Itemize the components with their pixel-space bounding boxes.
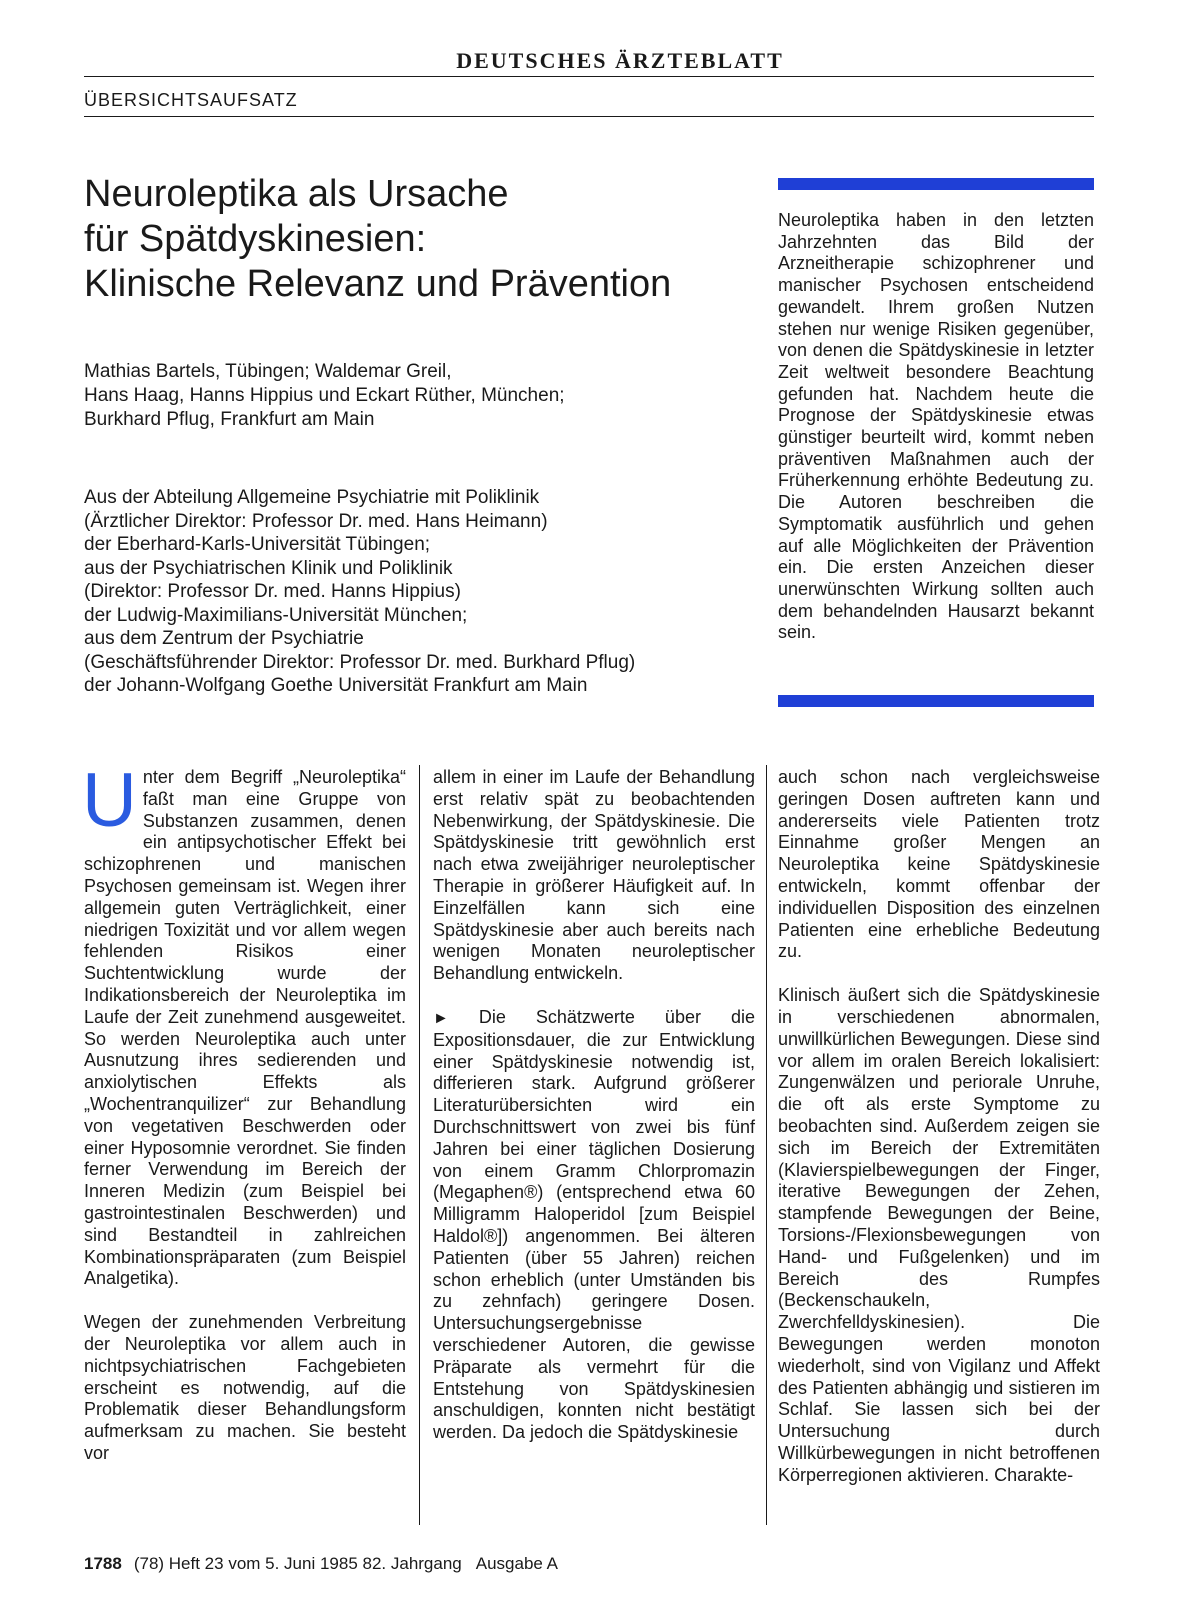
abstract-bottom-bar [778,695,1094,707]
author-list [84,360,744,432]
affiliation-line: der Eberhard-Karls-Universität Tübingen; [84,534,431,555]
author-line: Mathias Bartels, Tübingen; Waldemar Greil, [84,361,452,382]
affiliation-line: (Geschäftsführender Direktor: Professor Dr. med. Burkhard Pflug) [84,651,636,673]
drop-cap: U [82,758,137,843]
affiliation-line: aus dem Zentrum der Psychiatrie [84,628,364,649]
section-label: ÜBERSICHTSAUFSATZ [84,90,298,110]
body-column-3 [778,767,1100,1509]
paragraph [433,1007,755,1444]
edition-info: Ausgabe A [475,1554,559,1573]
author-line: Burkhard Pflug, Frankfurt am Main [84,409,375,430]
title-line: Klinische Relevanz und Prävention [84,263,672,305]
journal-masthead: DEUTSCHES ÄRZTEBLATT [456,48,784,73]
paragraph: Klinisch äußert sich die Spätdyskinesie in verschiedenen abnormalen, unwillkürlichen Bewegungen. Diese sind vor allem im oralen Bereich lokalisiert: Zungenwälzen und periorale Unruhe, die oft als erste Symptome zu beobachten sind. Außerdem zeigen sie sich im Bereich der Extremitäten (Klavierspielbewegungen der Finger, iterative Bewegungen der Zehen, stampfende Bewegungen der Beine, Torsions-/Flexionsbewegungen von Hand- und Fußgelenken) und im Bereich des Rumpfes (Beckenschaukeln, Zwerchfelldyskinesien). Die Bewegungen werden monoton wiederholt, sind von Vigilanz und Affekt des Patienten abhängig und sistieren im Schlaf. Sie lassen sich bei der Untersuchung durch Willkürbewegungen in nicht betroffenen Körperregionen aktivieren. Charakte- [778,985,1100,1485]
author-line: Hans Haag, Hanns Hippius und Eckart Rüther, München; [84,385,565,406]
paragraph: allem in einer im Laufe der Behandlung erst relativ spät zu beobachtenden Nebenwirkung, der Spätdyskinesie. Die Spätdyskinesie tritt gewöhnlich erst nach etwa zweijähriger neuroleptischer Therapie in größerer Häufigkeit auf. In Einzelfällen kann sich eine Spätdyskinesie aber auch bereits nach wenigen Monaten neuroleptischer Behandlung entwickeln. [433,767,755,984]
column-divider [419,765,420,1525]
section-rule [84,116,1094,117]
affiliation-line: Aus der Abteilung Allgemeine Psychiatrie mit Poliklinik [84,487,540,508]
affiliation-block [84,486,754,698]
masthead-rule [84,76,1094,77]
page-number: 1788 [84,1554,122,1573]
affiliation-line: der Ludwig-Maximilians-Universität München; [84,604,468,626]
affiliation-line: (Ärztlicher Direktor: Professor Dr. med. Hans Heimann) [84,510,548,532]
affiliation-line: aus der Psychiatrischen Klinik und Poliklinik [84,557,453,579]
affiliation-line: der Johann-Wolfgang Goethe Universität Frankfurt am Main [84,675,588,696]
paragraph-text: Die Schätzwerte über die Expositionsdauer, die zur Entwicklung einer Spätdyskinesie notwendig ist, differieren stark. Aufgrund größerer Literaturübersichten wird ein Durchschnittswert von zwei bis fünf Jahren bei einer täglichen Dosierung von einem Gramm Chlorpromazin (Megaphen®) (entsprechend etwa 60 Milligramm Haloperidol [zum Beispiel Haldol®]) angenommen. Bei älteren Patienten (über 55 Jahren) reichen schon erheblich (unter Umständen bis zu zehnfach) geringere Dosen. Untersuchungsergebnisse verschiedener Autoren, die gewisse Präparate als vermehrt für die Entstehung von Spätdyskinesien anschuldigen, konnten nicht bestätigt werden. Da jedoch die Spätdyskinesie [433,1006,755,1443]
page-footer [84,1554,558,1574]
body-column-1 [82,758,406,1487]
paragraph: Wegen der zunehmenden Verbreitung der Neuroleptika vor allem auch in nichtpsychiatrischen Fachgebieten erscheint es notwendig, auf die Problematik dieser Behandlungsform aufmerksam zu machen. Sie besteht vor [84,1312,406,1463]
affiliation-line: (Direktor: Professor Dr. med. Hanns Hippius) [84,581,461,602]
abstract-text: Neuroleptika haben in den letzten Jahrzehnten das Bild der Arzneitherapie schizophrener und manischer Psychosen entscheidend gewandelt. Ihrem großen Nutzen stehen nur wenige Risiken gegenüber, von denen die Spätdyskinesie in letzter Zeit weltweit besondere Beachtung gefunden hat. Nachdem heute die Prognose der Spätdyskinesie etwas günstiger beurteilt wird, kommt neben präventiven Maßnahmen auch der Früherkennung erhöhte Bedeutung zu. Die Autoren beschreiben die Symptomatik ausführlich und gehen auf alle Möglichkeiten der Prävention ein. Die ersten Anzeichen dieser unerwünschten Wirkung sollten auch dem behandelnden Hausarzt bekannt sein. [778,210,1094,643]
article-title [84,172,744,307]
issue-info: (78) Heft 23 vom 5. Juni 1985 82. Jahrgang [133,1554,462,1573]
title-line: für Spätdyskinesien: [84,218,427,260]
triangle-marker-icon: ► [433,1009,449,1027]
body-column-2 [433,767,755,1466]
title-line: Neuroleptika als Ursache [84,173,509,215]
paragraph [82,758,406,1290]
abstract-top-bar [778,178,1094,190]
paragraph: auch schon nach vergleichsweise geringen Dosen auftreten kann und andererseits viele Patienten trotz Einnahme großer Mengen an Neuroleptika keine Spätdyskinesie entwickeln, kommt offenbar der individuellen Disposition des einzelnen Patienten eine erhebliche Bedeutung zu. [778,767,1100,962]
paragraph-text: nter dem Begriff „Neuroleptika“ faßt man eine Gruppe von Substanzen zusammen, denen ein antipsychotischer Effekt bei schizophrenen und manischen Psychosen gemeinsam ist. Wegen ihrer allgemein guten Verträglichkeit, einer niedrigen Toxizität und vor allem wegen fehlenden Risikos einer Suchtentwicklung wurde der Indikationsbereich der Neuroleptika im Laufe der Zeit zunehmend ausgeweitet. So werden Neuroleptika auch unter Ausnutzung ihres sedierenden und anxiolytischen Effekts als „Wochentranquilizer“ zur Behandlung von vegetativen Beschwerden oder einer Hyposomnie verordnet. Sie finden ferner Verwendung im Bereich der Inneren Medizin (zum Beispiel bei gastrointestinalen Beschwerden) und sind Bestandteil in zahlreichen Kombinationspräparaten (zum Beispiel Analgetika). [84,767,406,1289]
column-divider [766,765,767,1525]
